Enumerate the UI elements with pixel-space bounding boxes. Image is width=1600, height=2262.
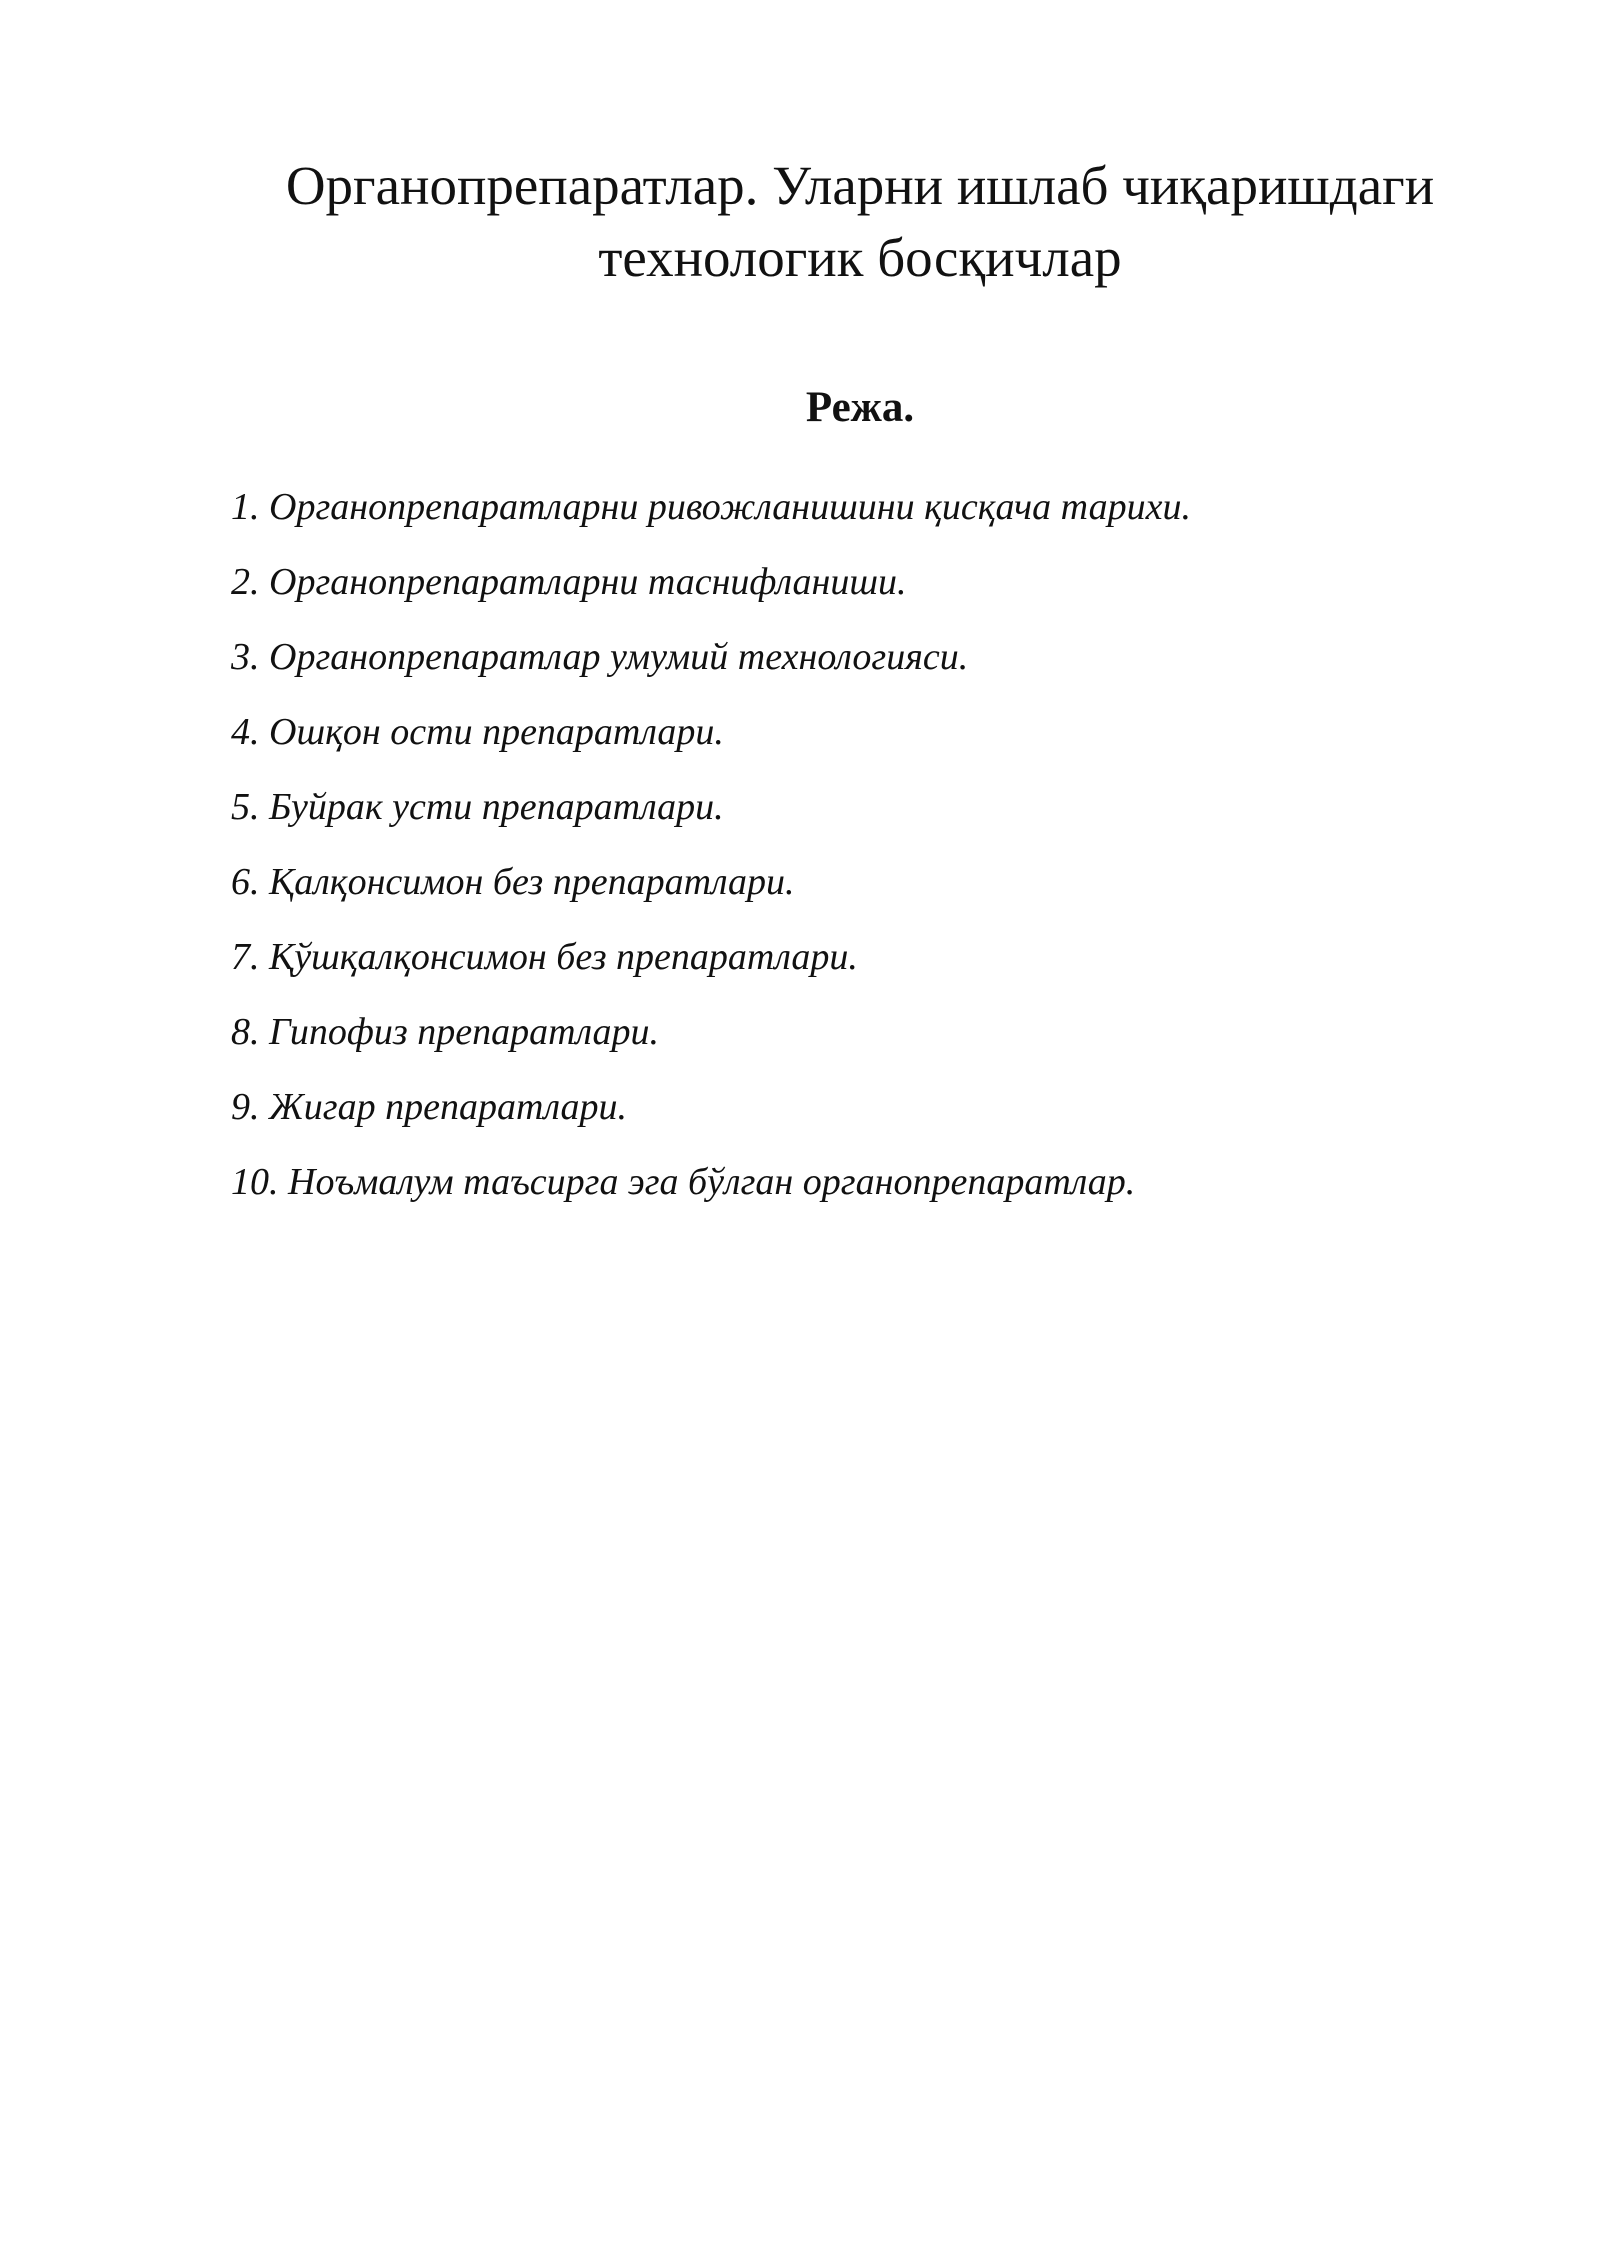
plan-item: 10. Ноъмалум таъсирга эга бўлган органопрепаратлар. — [231, 1161, 1136, 1203]
plan-item: 5. Буйрак усти препаратлари. — [231, 786, 724, 828]
document-title-line-1: Органопрепаратлар. Уларни ишлаб чиқаришдаги — [285, 155, 1435, 216]
plan-list — [231, 482, 1491, 1232]
plan-item: 4. Ошқон ости препаратлари. — [231, 711, 724, 753]
plan-item: 7. Қўшқалқонсимон без препаратлари. — [231, 936, 858, 978]
plan-item: 3. Органопрепаратлар умумий технологияси. — [231, 636, 969, 678]
plan-heading: Режа. — [805, 384, 915, 431]
plan-item: 1. Органопрепаратларни ривожланишини қисқача тарихи. — [231, 486, 1191, 528]
document-title — [230, 150, 1490, 294]
plan-item: 6. Қалқонсимон без препаратлари. — [231, 861, 795, 903]
plan-item: 9. Жигар препаратлари. — [231, 1086, 627, 1128]
plan-item: 2. Органопрепаратларни таснифланиши. — [231, 561, 907, 603]
plan-item: 8. Гипофиз препаратлари. — [231, 1011, 660, 1053]
document-title-line-2: технологик босқичлар — [598, 227, 1122, 288]
